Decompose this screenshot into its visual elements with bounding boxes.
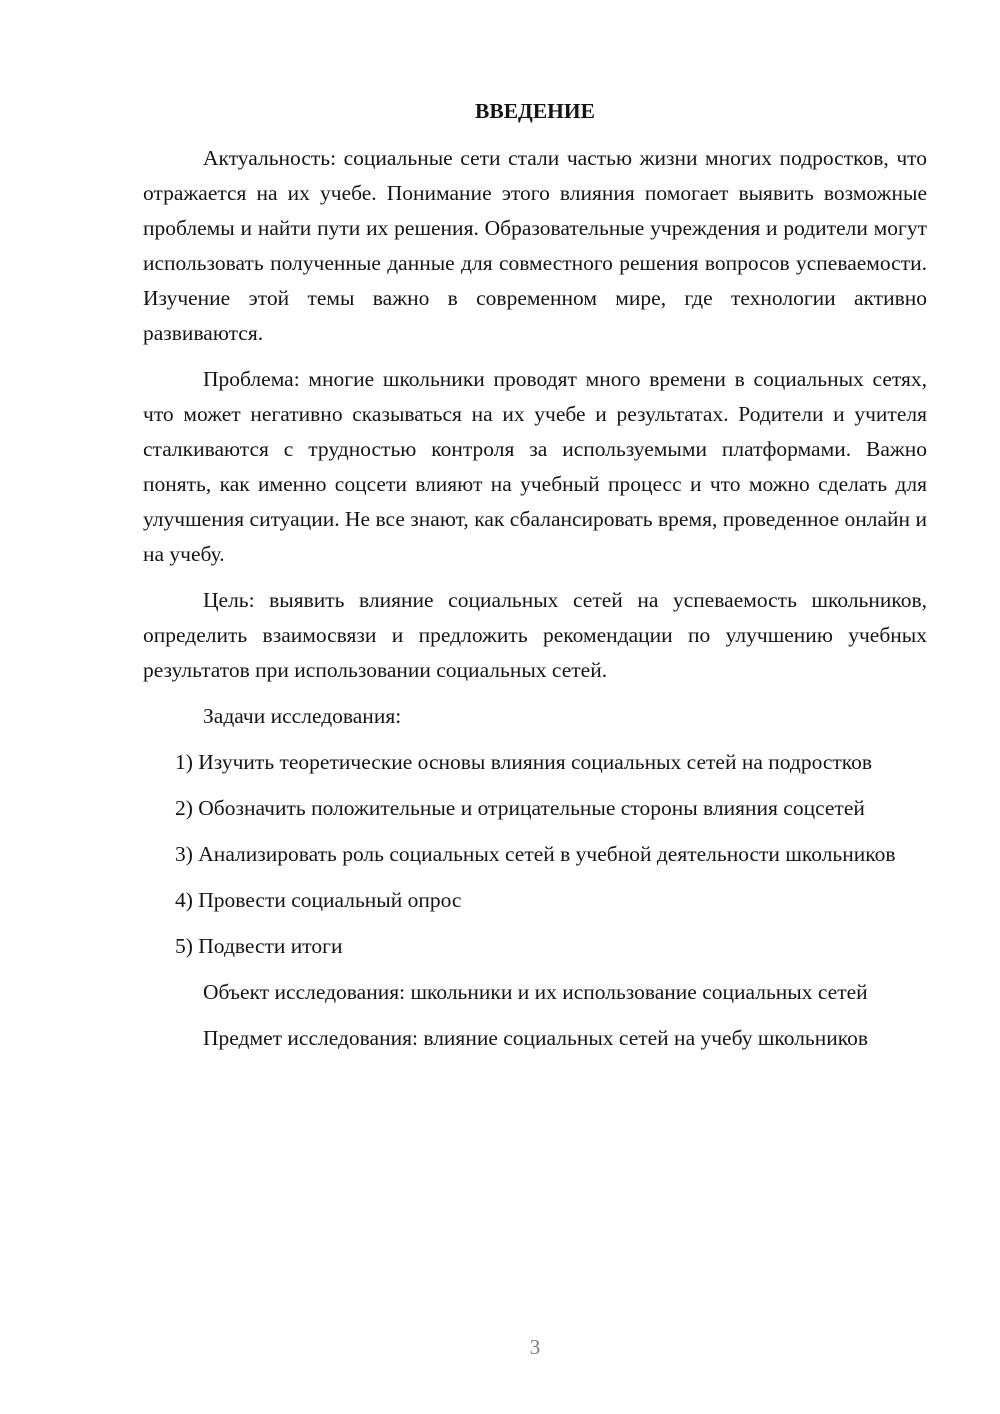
page-number: 3 [529, 1335, 541, 1359]
object-paragraph: Объект исследования: школьники и их использование социальных сетей [203, 980, 868, 1004]
problem-paragraph: Проблема: многие школьники проводят много времени в социальных сетях, что может негативно сказываться на их учебе и результатах. Родители и учителя сталкиваются с трудностью контроля за используемыми платформами. Важно понять, как именно соцсети влияют на учебный процесс и что можно сделать для улучшения ситуации. Не все знают, как сбалансировать время, проведенное онлайн и на учебу. [143, 367, 927, 566]
relevance-paragraph: Актуальность: социальные сети стали частью жизни многих подростков, что отражается на их учебе. Понимание этого влияния помогает выявить возможные проблемы и найти пути их решения. Образовательные учреждения и родители могут использовать полученные данные для совместного решения вопросов успеваемости. Изучение этой темы важно в современном мире, где технологии активно развиваются. [143, 146, 927, 345]
subject-paragraph: Предмет исследования: влияние социальных сетей на учебу школьников [203, 1026, 869, 1050]
list-item: 1) Изучить теоретические основы влияния социальных сетей на подростков [175, 750, 873, 774]
list-item: 5) Подвести итоги [175, 934, 343, 958]
tasks-heading: Задачи исследования: [203, 704, 402, 728]
list-item: 3) Анализировать роль социальных сетей в учебной деятельности школьников [175, 842, 896, 866]
tasks-list [143, 745, 927, 964]
list-item: 2) Обозначить положительные и отрицательные стороны влияния соцсетей [175, 796, 865, 820]
goal-paragraph: Цель: выявить влияние социальных сетей на успеваемость школьников, определить взаимосвязи и предложить рекомендации по улучшению учебных результатов при использовании социальных сетей. [143, 588, 927, 682]
page-title: ВВЕДЕНИЕ [475, 99, 595, 123]
page-body [143, 94, 927, 1067]
list-item: 4) Провести социальный опрос [175, 888, 462, 912]
